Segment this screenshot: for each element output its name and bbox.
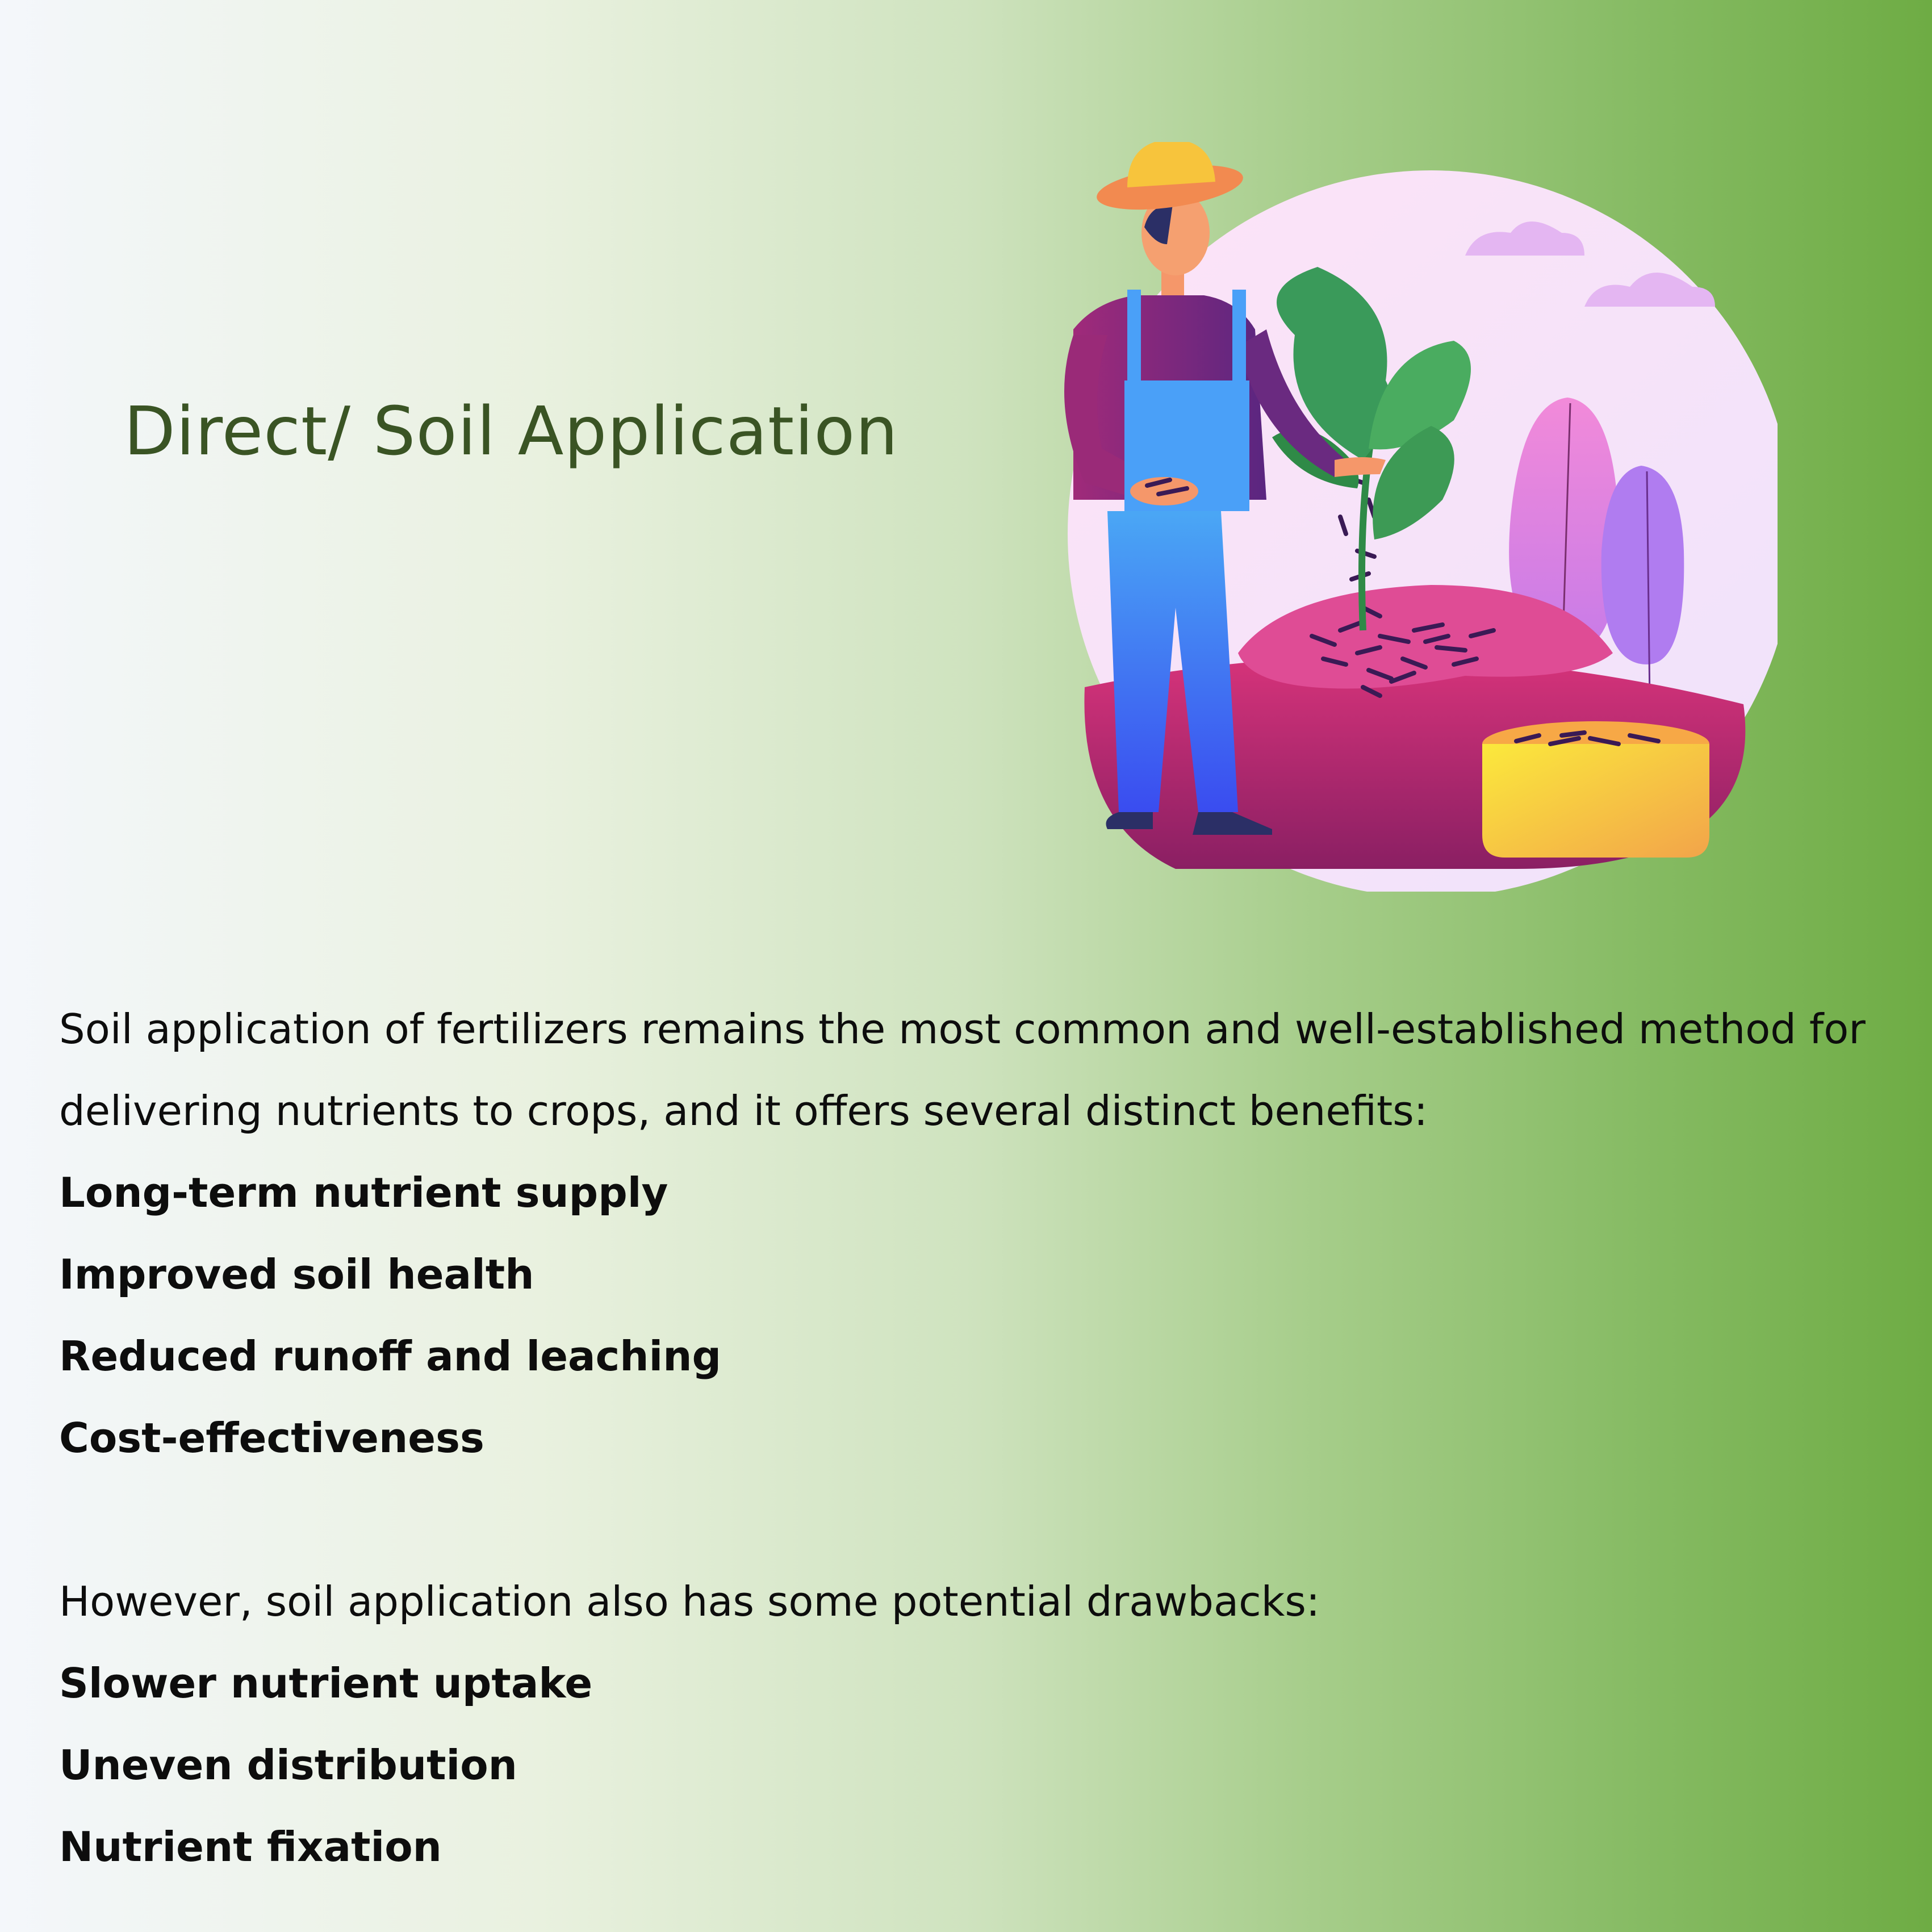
content-body — [59, 988, 1876, 1888]
drawback-item: Slower nutrient uptake — [59, 1659, 593, 1707]
benefit-item: Reduced runoff and leaching — [59, 1332, 722, 1380]
spacer — [59, 1479, 1876, 1561]
benefit-item: Cost-effectiveness — [59, 1414, 484, 1462]
drawbacks-intro-text: However, soil application also has some potential drawbacks: — [59, 1578, 1320, 1625]
intro-text-line-2: delivering nutrients to crops, and it offers several distinct benefits: — [59, 1087, 1428, 1135]
intro-text-line-1: Soil application of fertilizers remains the most common and well-established method for — [59, 1005, 1866, 1053]
benefit-item: Long-term nutrient supply — [59, 1169, 668, 1216]
page-title: Direct/ Soil Application — [124, 392, 899, 470]
benefit-item: Improved soil health — [59, 1251, 534, 1298]
drawback-item: Uneven distribution — [59, 1741, 517, 1789]
farmer-fertilizing-plant-illustration — [1017, 142, 1778, 892]
drawback-item: Nutrient fixation — [59, 1823, 442, 1871]
